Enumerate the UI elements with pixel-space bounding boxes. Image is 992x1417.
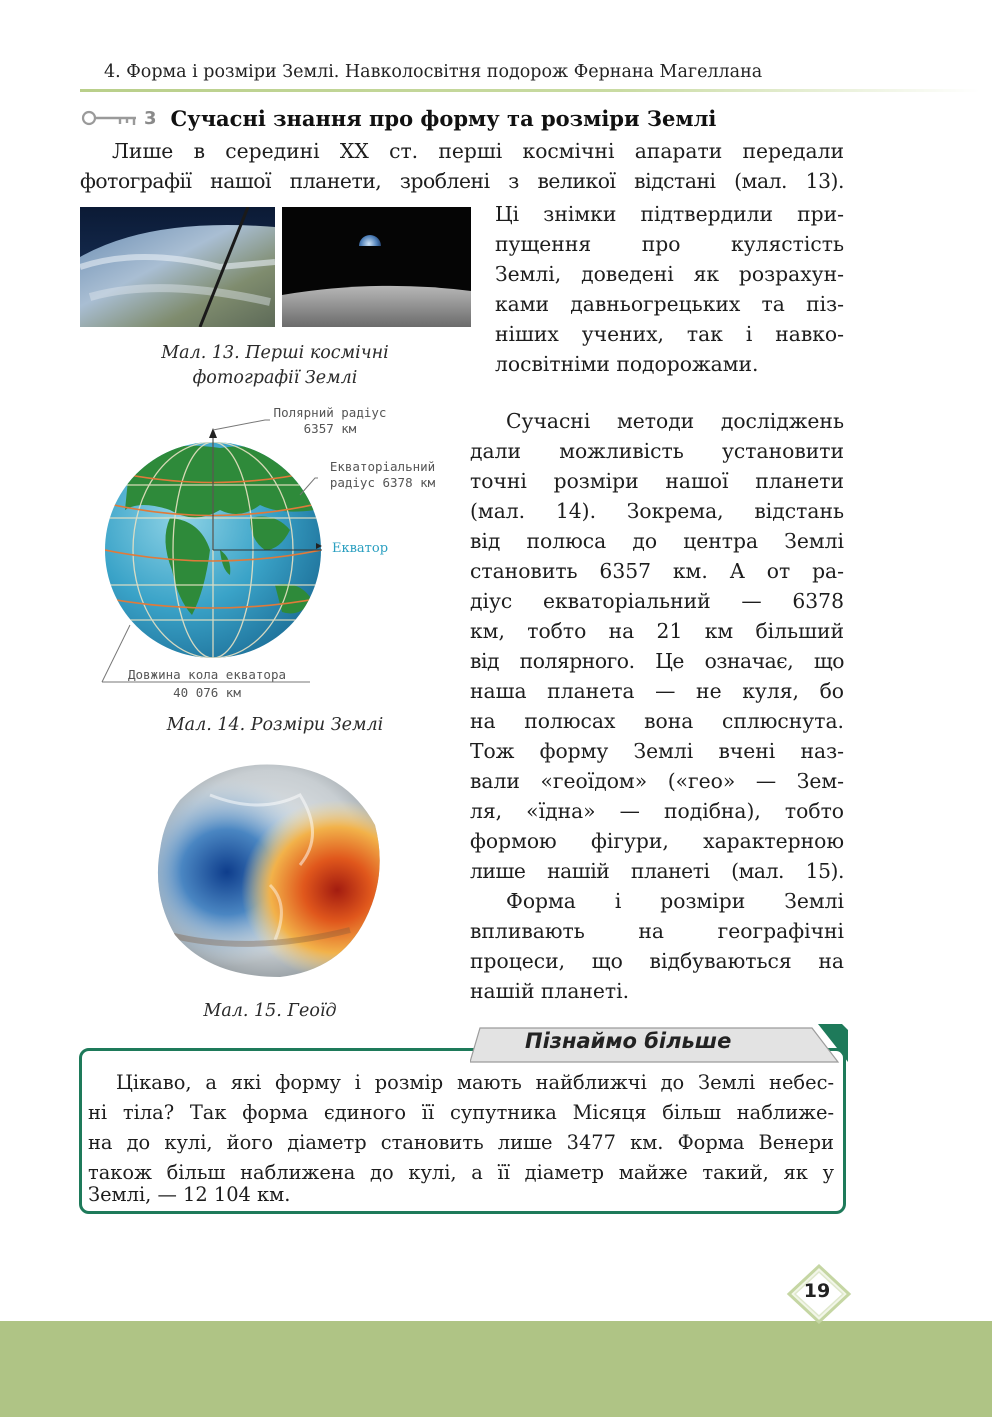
equator-length-value: 40 076 км — [173, 685, 241, 700]
learn-more-title: Пізнаймо більше — [525, 1029, 732, 1053]
earthrise-photo — [282, 207, 471, 327]
header-rule — [80, 89, 980, 92]
fig15-caption: Мал. 15. Геоїд — [203, 1001, 337, 1021]
learn-more-line: також більш наближена до кулі, а її діаметр майже такий, як у — [88, 1161, 834, 1184]
polar-radius-value: 6357 км — [303, 421, 357, 436]
intro-line: Лише в середині XX ст. перші космічні апарати передали — [112, 139, 844, 163]
learn-more-line: Цікаво, а які форму і розмір мають найближчі до Землі небес- — [116, 1071, 834, 1094]
paragraph-line: Тож форму Землі вчені наз- — [470, 739, 844, 763]
paragraph-line: точні розміри нашої планети — [470, 469, 844, 493]
paragraph-line: нашій планеті. — [470, 979, 630, 1003]
paragraph-line: процеси, що відбуваються на — [470, 949, 844, 973]
paragraph-line: лосвітніми подорожами. — [495, 352, 759, 376]
paragraph-line: ками давньогрецьких та піз- — [495, 292, 844, 316]
earth-photo-surface — [80, 207, 275, 327]
learn-more-line: Землі, — 12 104 км. — [88, 1183, 291, 1206]
geoid-illustration — [150, 755, 390, 980]
paragraph-line: км, тобто на 21 км більший — [470, 619, 844, 643]
paragraph-line: діус екваторіальний — 6378 — [470, 589, 844, 613]
paragraph-line: пущення про кулястість — [495, 232, 844, 256]
learn-more-line: ні тіла? Так форма єдиного її супутника Місяця більш наближе- — [88, 1101, 834, 1124]
footer-band — [0, 1321, 992, 1417]
polar-radius-label: Полярний радіус — [273, 405, 387, 420]
learn-more-line: на до кулі, його діаметр становить лише 3477 км. Форма Венери — [88, 1131, 834, 1154]
paragraph-line: ля, «їдна» — подібна), тобто — [470, 799, 844, 823]
paragraph-line: Форма і розміри Землі — [506, 889, 844, 913]
paragraph-line: (мал. 14). Зокрема, відстань — [470, 499, 844, 523]
paragraph-line: Землі, доведені як розрахун- — [495, 262, 844, 286]
equatorial-radius-value: радіус 6378 км — [329, 475, 436, 490]
paragraph-line: від полярного. Це означає, що — [470, 649, 844, 673]
section-number: 3 — [144, 107, 157, 129]
paragraph-line: Сучасні методи досліджень — [506, 409, 844, 433]
earth-size-diagram — [100, 400, 470, 708]
paragraph-line: становить 6357 км. А от ра- — [470, 559, 844, 583]
paragraph-line: наша планета — не куля, бо — [470, 679, 844, 703]
paragraph-line: ніших учених, так і навко- — [495, 322, 844, 346]
intro-line: фотографії нашої планети, зроблені з великої відстані (мал. 13). — [80, 169, 844, 193]
paragraph-line: Ці знімки підтвердили при- — [495, 202, 844, 226]
paragraph-line: вали «геоїдом» («гео» — Зем- — [470, 769, 844, 793]
paragraph-line: дали можливість установити — [470, 439, 844, 463]
paragraph-line: впливають на географічні — [470, 919, 844, 943]
paragraph-line: лише нашій планеті (мал. 15). — [470, 859, 844, 883]
running-header: 4. Форма і розміри Землі. Навколосвітня подорож Фернана Магеллана — [104, 62, 763, 82]
paragraph-line: формою фігури, характерною — [470, 829, 844, 853]
key-icon — [80, 108, 138, 128]
page-number: 19 — [803, 1280, 831, 1302]
equator-length-label: Довжина кола екватора — [127, 667, 287, 682]
fig13-caption-line: фотографії Землі — [192, 368, 358, 388]
equator-label: Екватор — [332, 541, 389, 556]
paragraph-line: від полюса до центра Землі — [470, 529, 844, 553]
section-heading — [80, 104, 716, 132]
fig13-caption-line: Мал. 13. Перші космічні — [161, 343, 389, 363]
fig14-caption: Мал. 14. Розміри Землі — [166, 715, 384, 735]
equatorial-radius-label: Екваторіальний — [329, 459, 436, 474]
paragraph-line: на полюсах вона сплюснута. — [470, 709, 844, 733]
section-title: Сучасні знання про форму та розміри Землі — [170, 105, 717, 131]
